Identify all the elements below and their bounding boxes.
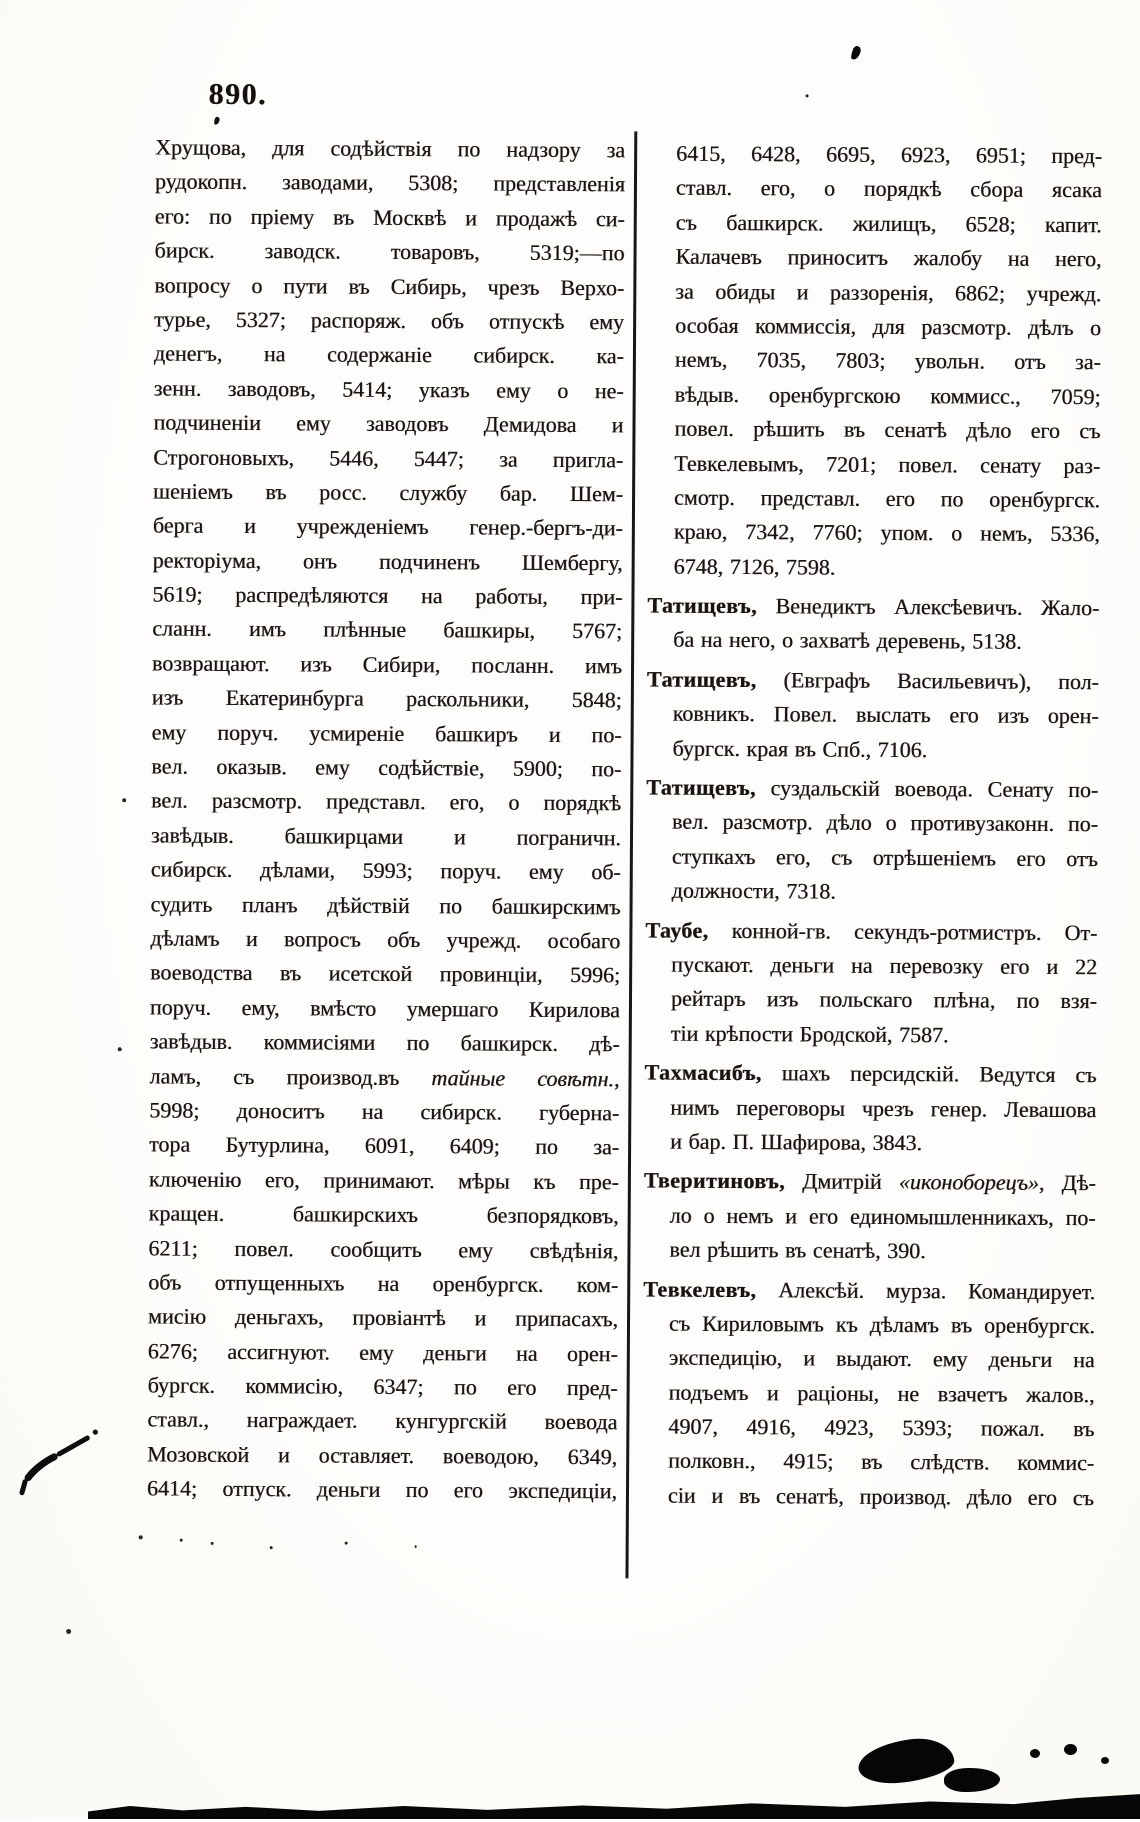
text-line: зенн. заводовъ, 5414; указъ ему о не-	[153, 375, 624, 404]
text-line: смотр. представл. его по оренбургск.	[674, 484, 1101, 513]
text-line: сланн. имъ плѣнные башкиры, 5767;	[152, 615, 623, 644]
text-line: должности, 7318.	[671, 877, 836, 904]
text-line: тіи крѣпости Бродской, 7587.	[670, 1020, 949, 1048]
text-line: Татищевъ, Венедиктъ Алексѣевичъ. Жало-	[647, 592, 1100, 621]
text-line: Татищевъ, суздальскій воевода. Сенату по-	[646, 774, 1099, 803]
text-line: бургск. края въ Спб., 7106.	[672, 735, 928, 762]
text-line: ректоріума, онъ подчиненъ Шембергу,	[152, 547, 623, 576]
text-line: ламъ, съ производ.въ тайные совѣтн.,	[149, 1062, 620, 1091]
text-line: 5619; распредѣляются на работы, при-	[152, 581, 623, 610]
text-line: Тевкелевъ, Алексѣй. мурза. Командирует.	[643, 1275, 1096, 1304]
text-line: судить планъ дѣйствій по башкирскимъ	[150, 891, 621, 919]
text-line: полковн., 4915; въ слѣдств. коммис-	[668, 1448, 1095, 1476]
text-line: изъ Екатеринбурга раскольники, 5848;	[151, 684, 622, 713]
text-line: кращен. башкирскихъ безпорядковъ,	[148, 1200, 619, 1229]
text-line: вѣдыв. оренбургскою коммисс., 7059;	[674, 381, 1101, 409]
text-line: вел. разсмотр. дѣло о противузаконн. по-	[672, 809, 1099, 837]
ink-speck	[806, 94, 809, 97]
text-line: съ Кириловымъ къ дѣламъ въ оренбургск.	[668, 1310, 1096, 1339]
text-line: Таубе, конной-гв. секундъ-ротмистръ. От-	[645, 917, 1098, 945]
text-line: воеводства въ исетской провинціи, 5996;	[150, 959, 621, 988]
text-line: бургск. коммисію, 6347; по его пред-	[147, 1372, 618, 1401]
text-line: рейтаръ изъ польскаго плѣна, по взя-	[670, 985, 1098, 1014]
right-column	[642, 136, 1102, 1515]
text-line: ло о немъ и его единомышленникахъ, по-	[669, 1202, 1096, 1230]
text-line: берга и учрежденіемъ генер.-бергъ-ди-	[152, 512, 623, 541]
text-line: поруч. ему, вмѣсто умершаго Кирилова	[149, 994, 620, 1023]
text-line: Калачевъ приноситъ жалобу на него,	[675, 243, 1102, 272]
ink-speck	[122, 798, 126, 802]
text-line: 6415, 6428, 6695, 6923, 6951; пред-	[676, 140, 1103, 169]
text-line: Тверитиновъ, Дмитрій «иконоборецъ», Дѣ-	[643, 1167, 1096, 1196]
left-column	[147, 130, 625, 1508]
text-line: ковникъ. Повел. выслать его изъ орен-	[672, 700, 1099, 729]
ink-speck	[66, 1629, 71, 1634]
text-line: ему поруч. усмиреніе башкиръ и по-	[151, 719, 622, 747]
text-line: 6276; ассигнуют. ему деньги на орен-	[147, 1338, 618, 1366]
text-line: его: по пріему въ Москвѣ и продажѣ си-	[154, 203, 625, 232]
text-line: 6211; повел. сообщить ему свѣдѣнія,	[148, 1234, 619, 1263]
text-line: турье, 5327; распоряж. объ отпускѣ ему	[154, 306, 625, 335]
text-line: рудокопн. заводами, 5308; представленія	[154, 168, 626, 197]
text-line: Татищевъ, (Евграфъ Васильевичъ), пол-	[646, 666, 1100, 695]
ink-blot	[1101, 1757, 1109, 1764]
text-line: повел. рѣшить въ сенатѣ дѣло его съ	[674, 415, 1101, 444]
text-line: Тахмасибъ, шахъ персидскій. Ведутся съ	[644, 1059, 1097, 1088]
text-line: ключенію его, принимают. мѣры къ пре-	[148, 1166, 619, 1195]
text-line: немъ, 7035, 7803; увольн. отъ за-	[674, 346, 1101, 375]
text-line: денегъ, на содержаніе сибирск. ка-	[153, 340, 624, 369]
text-line: ставл. его, о порядкѣ сбора ясака	[675, 175, 1103, 203]
ink-speck	[270, 1546, 273, 1549]
ink-speck	[118, 1047, 122, 1051]
text-line: Тевкелевымъ, 7201; повел. сенату раз-	[674, 450, 1101, 478]
text-line: сіи и въ сенатѣ, производ. дѣло его съ	[667, 1482, 1094, 1511]
text-line: Мозовской и оставляет. воеводою, 6349,	[147, 1441, 618, 1470]
text-line: тора Бутурлина, 6091, 6409; по за-	[149, 1131, 620, 1160]
text-line: подчиненіи ему заводовъ Демидова и	[153, 409, 624, 438]
ink-speck	[180, 1539, 183, 1542]
text-line: сибирск. дѣлами, 5993; поруч. ему об-	[150, 856, 621, 885]
text-line: нимъ переговоры чрезъ генер. Левашова	[670, 1094, 1097, 1122]
pen-mark	[9, 1425, 104, 1506]
text-line: краю, 7342, 7760; упом. о немъ, 5336,	[673, 518, 1100, 547]
text-line: возвращают. изъ Сибири, посланн. имъ	[151, 650, 623, 679]
text-line: вел. оказыв. ему содѣйствіе, 5900; по-	[151, 753, 622, 782]
text-line: ступкахъ его, съ отрѣшеніемъ его отъ	[671, 843, 1098, 872]
ink-speck	[139, 1535, 143, 1539]
text-line: и бар. П. Шафирова, 3843.	[670, 1128, 923, 1156]
text-line: за обиды и раззоренія, 6862; учрежд.	[675, 278, 1102, 306]
ink-speck	[345, 1542, 348, 1545]
text-line: вел. разсмотр. представл. его, о порядкѣ	[151, 787, 622, 816]
ink-blot	[1030, 1749, 1040, 1758]
text-line: 5998; доноситъ на сибирск. губерна-	[149, 1097, 620, 1126]
text-line: 6414; отпуск. деньги по его экспедиціи,	[146, 1475, 618, 1504]
text-line: объ отпущенныхъ на оренбургск. ком-	[148, 1269, 619, 1298]
text-line: завѣдыв. башкирцами и пограничн.	[150, 822, 622, 851]
page-number: 890.	[208, 77, 268, 112]
text-line: Хрущова, для содѣйствія по надзору за	[155, 134, 626, 163]
text-line: мисію деньгахъ, провіантѣ и припасахъ,	[147, 1303, 619, 1332]
text-line: шеніемъ въ росс. службу бар. Шем-	[153, 478, 624, 507]
ink-speck	[214, 116, 221, 125]
text-line: ба на него, о захватѣ деревень, 5138.	[673, 627, 1022, 655]
text-line: завѣдыв. коммисіями по башкирск. дѣ-	[149, 1028, 620, 1057]
text-line: вел рѣшить въ сенатѣ, 390.	[669, 1236, 926, 1264]
text-line: 4907, 4916, 4923, 5393; пожал. въ	[668, 1413, 1095, 1442]
text-line: пускают. деньги на перевозку его и 22	[671, 951, 1098, 980]
text-line: вопросу о пути въ Сибирь, чрезъ Верхо-	[154, 272, 625, 300]
text-line: Строгоновыхъ, 5446, 5447; за пригла-	[153, 443, 624, 472]
text-line: подъемъ и раціоны, не взачетъ жалов.,	[668, 1379, 1095, 1407]
text-line: 6748, 7126, 7598.	[673, 553, 836, 580]
ink-speck	[211, 1542, 214, 1545]
ink-blot	[1064, 1744, 1077, 1755]
text-line: бирск. заводск. товаровъ, 5319;—по	[154, 237, 625, 266]
column-divider	[625, 131, 637, 1578]
text-line: ставл., награждает. кунгургскій воевода	[147, 1406, 618, 1435]
text-line: особая коммиссія, для разсмотр. дѣлъ о	[675, 312, 1102, 341]
text-line: дѣламъ и вопросъ объ учрежд. особаго	[150, 925, 621, 954]
ink-speck	[415, 1545, 417, 1548]
text-line: съ башкирск. жилищъ, 6528; капит.	[675, 209, 1102, 238]
text-line: экспедицію, и выдают. ему деньги на	[668, 1344, 1095, 1373]
